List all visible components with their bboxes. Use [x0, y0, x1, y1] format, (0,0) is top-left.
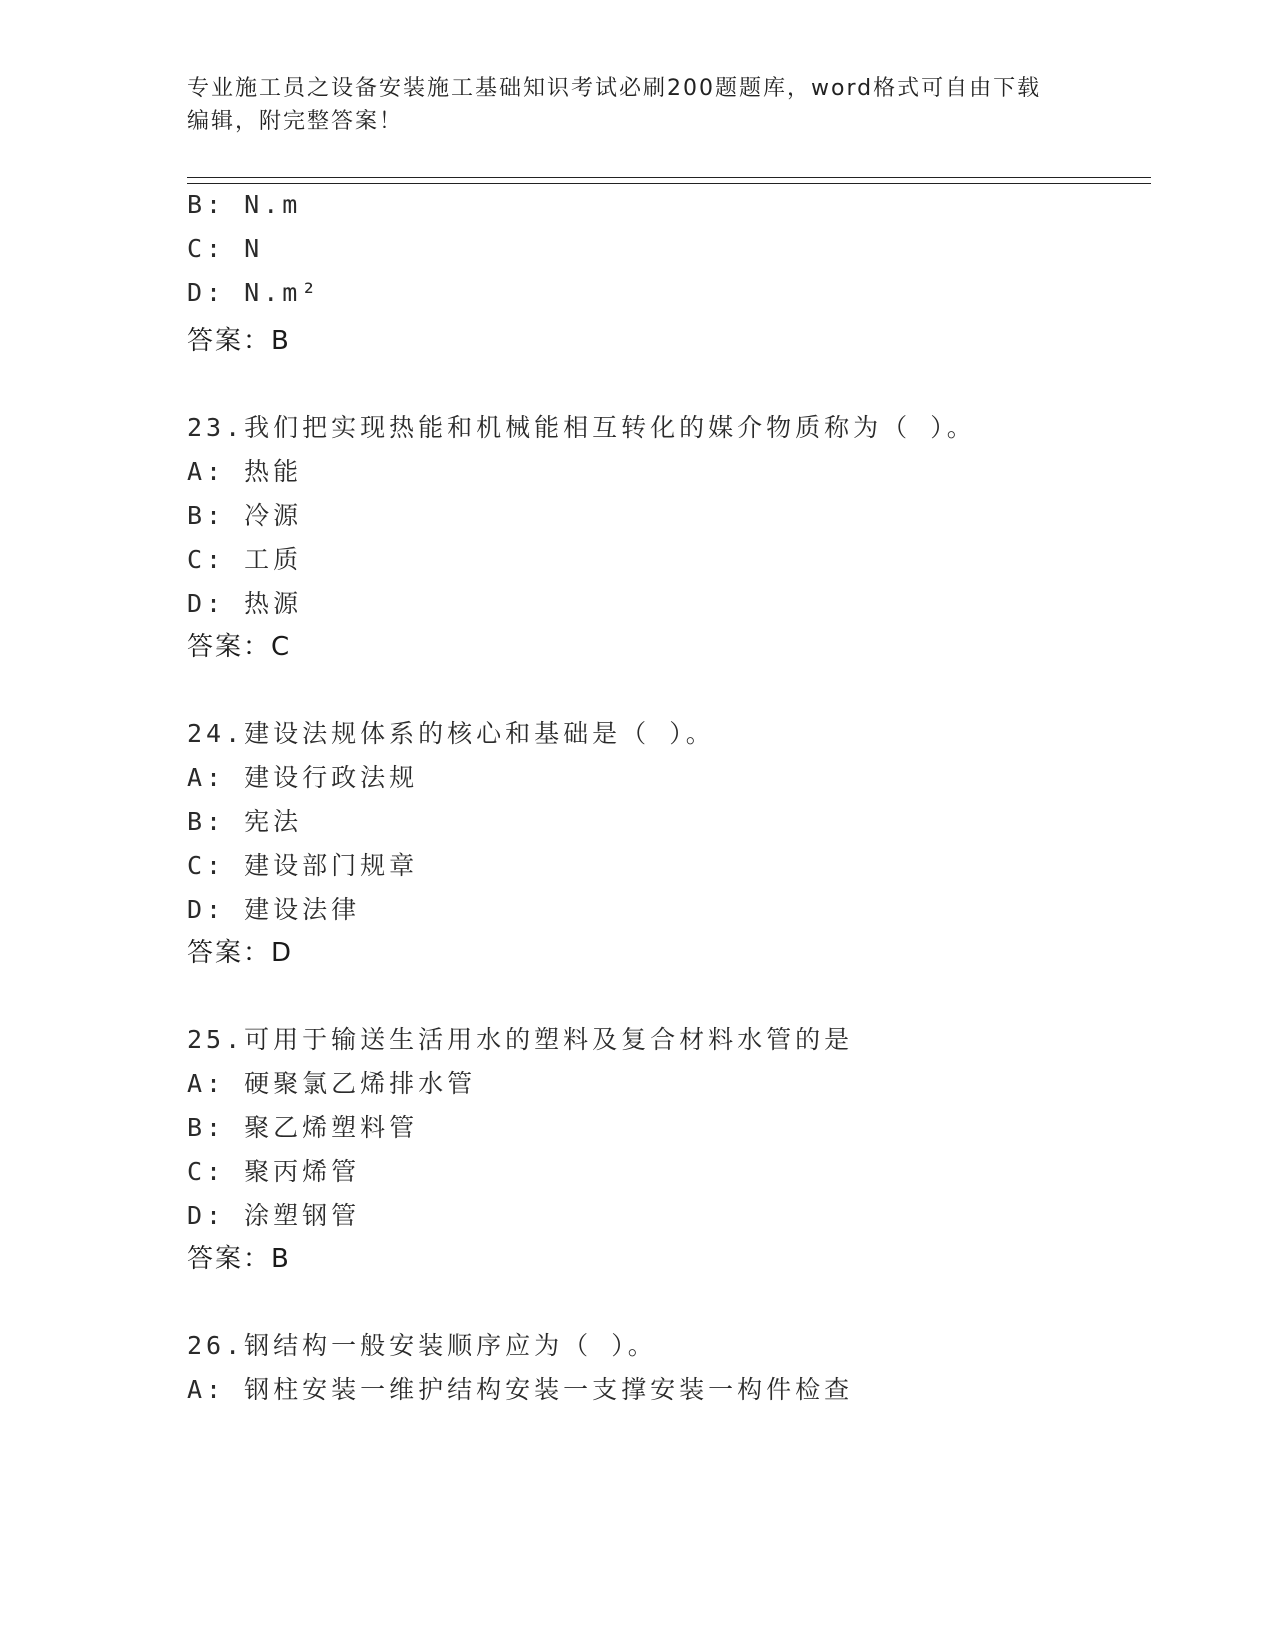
question-24-stem: 24.建设法规体系的核心和基础是（ ）。 [187, 719, 715, 748]
prev-option-c: C: N [187, 234, 264, 263]
question-24-option-c: C: 建设部门规章 [187, 851, 419, 880]
question-23-answer: 答案：C [187, 632, 292, 662]
question-25-option-d: D: 涂塑钢管 [187, 1201, 361, 1230]
question-25-option-c: C: 聚丙烯管 [187, 1157, 361, 1186]
header-divider-top [187, 177, 1151, 178]
header-title-line2: 编辑，附完整答案！ [187, 109, 404, 134]
question-25-stem: 25.可用于输送生活用水的塑料及复合材料水管的是 [187, 1025, 854, 1054]
question-24-answer: 答案：D [187, 938, 294, 968]
question-23-option-d: D: 热源 [187, 589, 303, 618]
question-24-option-a: A: 建设行政法规 [187, 763, 419, 792]
prev-option-b: B: N.m [187, 190, 302, 219]
question-24-option-d: D: 建设法律 [187, 895, 361, 924]
question-24-option-b: B: 宪法 [187, 807, 303, 836]
question-23-option-c: C: 工质 [187, 545, 303, 574]
document-header [187, 72, 1087, 138]
question-25-answer: 答案：B [187, 1244, 291, 1274]
header-title-line1: 专业施工员之设备安装施工基础知识考试必刷200题题库，word格式可自由下载 [187, 76, 1042, 101]
prev-answer: 答案：B [187, 326, 291, 356]
question-23-stem: 23.我们把实现热能和机械能相互转化的媒介物质称为（ ）。 [187, 413, 976, 442]
header-divider-bottom [187, 183, 1151, 184]
prev-option-d: D: N.m² [187, 278, 321, 307]
question-23-option-b: B: 冷源 [187, 501, 303, 530]
question-25-option-a: A: 硬聚氯乙烯排水管 [187, 1069, 477, 1098]
question-26-option-a: A: 钢柱安装一维护结构安装一支撑安装一构件检查 [187, 1375, 854, 1404]
question-25-option-b: B: 聚乙烯塑料管 [187, 1113, 419, 1142]
question-26-stem: 26.钢结构一般安装顺序应为（ ）。 [187, 1331, 657, 1360]
question-23-option-a: A: 热能 [187, 457, 303, 486]
